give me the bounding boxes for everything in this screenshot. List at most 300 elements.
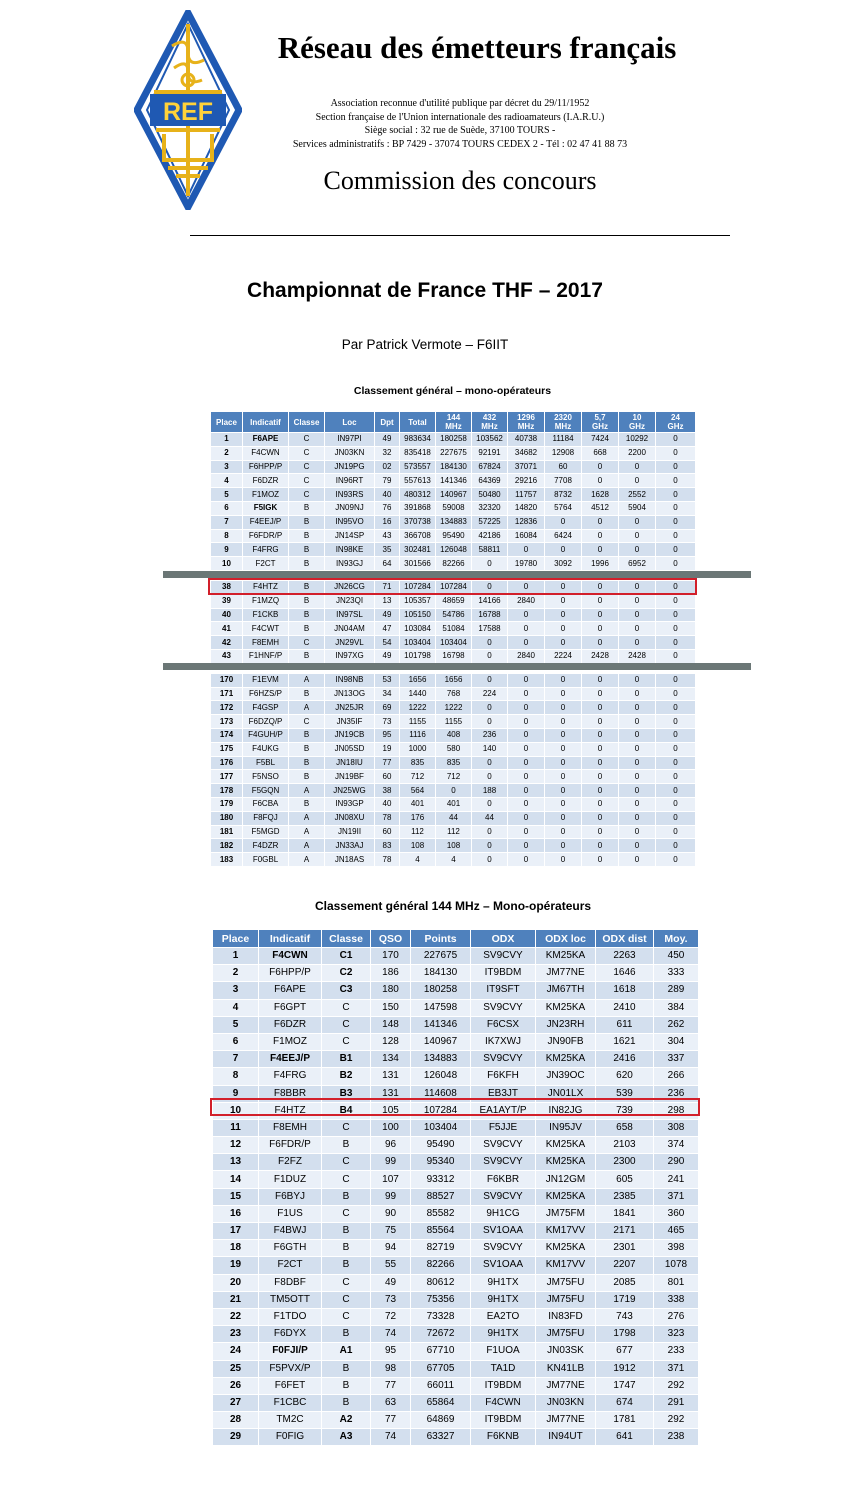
table2-cell: IT9SFT bbox=[471, 982, 536, 999]
table1-cell: 54786 bbox=[436, 608, 472, 622]
table1-cell: 184130 bbox=[436, 460, 472, 474]
table2-cell: 298 bbox=[654, 1102, 699, 1119]
table1-cell: 302481 bbox=[400, 543, 436, 557]
table1-cell: 0 bbox=[656, 839, 696, 853]
table-row bbox=[211, 687, 696, 701]
table2-cell: B bbox=[322, 1377, 371, 1394]
table1-cell: B bbox=[289, 687, 325, 701]
table1-cell: 0 bbox=[472, 715, 508, 729]
table1-cell: 79 bbox=[375, 474, 400, 488]
table1-cell: 34682 bbox=[508, 446, 545, 460]
table1-cell: 95 bbox=[375, 728, 400, 742]
table1-cell: 0 bbox=[582, 543, 619, 557]
table1-cell: JN25JR bbox=[325, 701, 375, 715]
table1-cell: 0 bbox=[619, 839, 656, 853]
table1-cell: 2840 bbox=[508, 594, 545, 608]
table1-cell: B bbox=[289, 770, 325, 784]
table1-cell: IN95VO bbox=[325, 515, 375, 529]
table2-cell: C bbox=[322, 1308, 371, 1325]
table2-cell: A2 bbox=[322, 1412, 371, 1429]
table2-cell: 236 bbox=[654, 1085, 699, 1102]
table1-cell: 0 bbox=[656, 446, 696, 460]
table1-cell: 112 bbox=[400, 825, 436, 839]
table2-cell: F4CWN bbox=[471, 1394, 536, 1411]
table1-cell: 0 bbox=[656, 715, 696, 729]
table1-cell: 34 bbox=[375, 687, 400, 701]
table2-cell: KM25KA bbox=[536, 1240, 596, 1257]
table1-cell: 1000 bbox=[400, 742, 436, 756]
table-row bbox=[211, 636, 696, 650]
table2-cell: KM25KA bbox=[536, 1154, 596, 1171]
table1-cell: F8FQJ bbox=[243, 811, 289, 825]
table-row bbox=[213, 1412, 699, 1429]
table2-cell: 9H1TX bbox=[471, 1326, 536, 1343]
table2-cell: B bbox=[322, 1326, 371, 1343]
table2-cell: JM75FU bbox=[536, 1291, 596, 1308]
table1-cell: 712 bbox=[436, 770, 472, 784]
table2-cell: F0FIG bbox=[259, 1429, 322, 1446]
table2-cell: 49 bbox=[371, 1274, 411, 1291]
table1-header: 2320 MHz bbox=[545, 412, 582, 433]
table1-cell: 0 bbox=[545, 742, 582, 756]
table2-cell: KM17VV bbox=[536, 1223, 596, 1240]
table1-cell: JN08XU bbox=[325, 811, 375, 825]
table1-cell: 0 bbox=[582, 581, 619, 594]
table1-cell: 0 bbox=[582, 742, 619, 756]
table1-cell: 183 bbox=[211, 853, 243, 867]
table2-cell: 22 bbox=[213, 1308, 259, 1325]
table2-cell: F1DUZ bbox=[259, 1171, 322, 1188]
table1-cell: 0 bbox=[656, 594, 696, 608]
table2-cell: 64869 bbox=[411, 1412, 471, 1429]
table1-cell: 29216 bbox=[508, 474, 545, 488]
table1-cell: 5904 bbox=[619, 501, 656, 515]
table2-cell: F6APE bbox=[259, 982, 322, 999]
table2-cell: 801 bbox=[654, 1274, 699, 1291]
table1-cell: F6FDR/P bbox=[243, 529, 289, 543]
table1-cell: 0 bbox=[656, 515, 696, 529]
ranking-144mhz-table bbox=[212, 929, 699, 1446]
ref-logo bbox=[134, 10, 242, 210]
table2-cell: 1719 bbox=[596, 1291, 654, 1308]
table2-cell: 2300 bbox=[596, 1154, 654, 1171]
commission-title: Commission des concours bbox=[323, 166, 597, 195]
table1-cell: 0 bbox=[472, 649, 508, 663]
table1-cell: C bbox=[289, 636, 325, 650]
table2-cell: 2416 bbox=[596, 1051, 654, 1068]
table2-cell: 55 bbox=[371, 1257, 411, 1274]
table1-cell: 0 bbox=[545, 784, 582, 798]
table1-cell: 40738 bbox=[508, 433, 545, 447]
table-row bbox=[213, 1274, 699, 1291]
table-row bbox=[213, 1360, 699, 1377]
table2-cell: F6GPT bbox=[259, 999, 322, 1016]
table2-cell: SV9CVY bbox=[471, 1051, 536, 1068]
table2-cell: 2301 bbox=[596, 1240, 654, 1257]
table2-cell: 276 bbox=[654, 1308, 699, 1325]
table2-cell: 114608 bbox=[411, 1085, 471, 1102]
table1-cell: 0 bbox=[656, 488, 696, 502]
table2-cell: F6GTH bbox=[259, 1240, 322, 1257]
table1-cell: 0 bbox=[472, 581, 508, 594]
table2-cell: B bbox=[322, 1223, 371, 1240]
table1-cell: F4FRG bbox=[243, 543, 289, 557]
table2-cell: 9 bbox=[213, 1085, 259, 1102]
table2-cell: 19 bbox=[213, 1257, 259, 1274]
table1-cell: 0 bbox=[508, 687, 545, 701]
table1-cell: B bbox=[289, 594, 325, 608]
org-info-line: Section française de l'Union internationale des radioamateurs (I.A.R.U.) bbox=[315, 111, 605, 123]
table1-cell: 4 bbox=[400, 853, 436, 867]
table1-cell: 0 bbox=[508, 797, 545, 811]
table2-cell: 180 bbox=[371, 982, 411, 999]
table1-cell: 0 bbox=[619, 756, 656, 770]
table1-cell: F6HZS/P bbox=[243, 687, 289, 701]
table2-cell: 29 bbox=[213, 1429, 259, 1446]
table1-cell: 564 bbox=[400, 784, 436, 798]
table2-cell: 2263 bbox=[596, 948, 654, 965]
table1-cell: 0 bbox=[545, 770, 582, 784]
table2-cell: 82719 bbox=[411, 1240, 471, 1257]
table2-cell: 131 bbox=[371, 1068, 411, 1085]
table1-cell: 0 bbox=[656, 784, 696, 798]
table2-cell: C bbox=[322, 1274, 371, 1291]
table2-header: QSO bbox=[371, 930, 411, 948]
table1-cell: 0 bbox=[656, 674, 696, 687]
table2-cell: 1798 bbox=[596, 1326, 654, 1343]
table1-cell: 0 bbox=[545, 839, 582, 853]
table1-cell: 4 bbox=[211, 474, 243, 488]
table1-cell: 0 bbox=[508, 756, 545, 770]
table1-cell: 0 bbox=[472, 756, 508, 770]
table1-cell: 391868 bbox=[400, 501, 436, 515]
table1-cell: 0 bbox=[619, 594, 656, 608]
table1-cell: 573557 bbox=[400, 460, 436, 474]
table2-cell: JN12GM bbox=[536, 1171, 596, 1188]
table1-cell: 14820 bbox=[508, 501, 545, 515]
table2-cell: 1747 bbox=[596, 1377, 654, 1394]
table1-cell: 0 bbox=[582, 594, 619, 608]
table1-cell: 1222 bbox=[400, 701, 436, 715]
table1-cell: A bbox=[289, 701, 325, 715]
table1-cell: 0 bbox=[508, 728, 545, 742]
org-info-line: Siège social : 32 rue de Suède, 37100 TOURS - bbox=[364, 125, 556, 136]
table-row bbox=[213, 1051, 699, 1068]
table1-cell: 40 bbox=[375, 797, 400, 811]
table-row bbox=[213, 1068, 699, 1085]
table1-cell: 0 bbox=[656, 543, 696, 557]
table1-cell: 78 bbox=[375, 853, 400, 867]
table2-cell: 238 bbox=[654, 1429, 699, 1446]
table1-cell: 02 bbox=[375, 460, 400, 474]
table1-cell: 236 bbox=[472, 728, 508, 742]
table2-cell: 674 bbox=[596, 1394, 654, 1411]
table2-cell: 63327 bbox=[411, 1429, 471, 1446]
table1-cell: 835 bbox=[400, 756, 436, 770]
table1-cell: 64369 bbox=[472, 474, 508, 488]
table2-cell: 180258 bbox=[411, 982, 471, 999]
table2-cell: 73 bbox=[371, 1291, 411, 1308]
table2-cell: 74 bbox=[371, 1326, 411, 1343]
table-row bbox=[211, 797, 696, 811]
table1-cell: IN98NB bbox=[325, 674, 375, 687]
table-row bbox=[211, 501, 696, 515]
table2-cell: 131 bbox=[371, 1085, 411, 1102]
table2-cell: 611 bbox=[596, 1016, 654, 1033]
table1-cell: C bbox=[289, 460, 325, 474]
table1-cell: 0 bbox=[582, 784, 619, 798]
table2-cell: F6KBR bbox=[471, 1171, 536, 1188]
table2-cell: 6 bbox=[213, 1033, 259, 1050]
table1-cell: C bbox=[289, 433, 325, 447]
table1-cell: 51084 bbox=[436, 622, 472, 636]
table1-cell: 0 bbox=[508, 543, 545, 557]
table2-header: ODX bbox=[471, 930, 536, 948]
table1-cell: 0 bbox=[472, 636, 508, 650]
table1-cell: 0 bbox=[545, 701, 582, 715]
table1-cell: 6 bbox=[211, 501, 243, 515]
table1-cell: F6APE bbox=[243, 433, 289, 447]
table1-cell: IN93GP bbox=[325, 797, 375, 811]
table1-cell: 0 bbox=[656, 501, 696, 515]
table1-cell: 19780 bbox=[508, 557, 545, 571]
table1-cell: B bbox=[289, 515, 325, 529]
table2-cell: F2FZ bbox=[259, 1154, 322, 1171]
table1-cell: 0 bbox=[619, 742, 656, 756]
table1-cell: 0 bbox=[582, 770, 619, 784]
table2-cell: 398 bbox=[654, 1240, 699, 1257]
table1-cell: B bbox=[289, 608, 325, 622]
table2-cell: 134883 bbox=[411, 1051, 471, 1068]
table1-cell: F2CT bbox=[243, 557, 289, 571]
table2-cell: 77 bbox=[371, 1377, 411, 1394]
table2-cell: F4HTZ bbox=[259, 1102, 322, 1119]
table2-cell: F1MOZ bbox=[259, 1033, 322, 1050]
table2-cell: B bbox=[322, 1360, 371, 1377]
table1-cell: 0 bbox=[472, 797, 508, 811]
table-row bbox=[211, 594, 696, 608]
table1-cell: 0 bbox=[582, 756, 619, 770]
table-row bbox=[211, 649, 696, 663]
table1-cell: F5IGK bbox=[243, 501, 289, 515]
table1-cell: 6424 bbox=[545, 529, 582, 543]
table1-cell: 2224 bbox=[545, 649, 582, 663]
table2-cell: 99 bbox=[371, 1188, 411, 1205]
table1-header: Loc bbox=[325, 412, 375, 433]
table1-cell: 7 bbox=[211, 515, 243, 529]
table1-cell: 50480 bbox=[472, 488, 508, 502]
table1-cell: 10292 bbox=[619, 433, 656, 447]
table1-cell: 178 bbox=[211, 784, 243, 798]
table1-cell: 0 bbox=[656, 636, 696, 650]
table1-cell: F6DZR bbox=[243, 474, 289, 488]
table2-cell: 371 bbox=[654, 1188, 699, 1205]
table2-cell: EA1AYT/P bbox=[471, 1102, 536, 1119]
table2-cell: F6FET bbox=[259, 1377, 322, 1394]
highlight-f4htz-144mhz bbox=[210, 1098, 700, 1116]
table2-cell: 241 bbox=[654, 1171, 699, 1188]
table2-cell: 65864 bbox=[411, 1394, 471, 1411]
table1-cell: 176 bbox=[400, 811, 436, 825]
table1-header: Total bbox=[400, 412, 436, 433]
table2-cell: 5 bbox=[213, 1016, 259, 1033]
table1-cell: 11757 bbox=[508, 488, 545, 502]
table1-cell: 2552 bbox=[619, 488, 656, 502]
table1-header: Place bbox=[211, 412, 243, 433]
table2-header: Place bbox=[213, 930, 259, 948]
table1-cell: A bbox=[289, 784, 325, 798]
table1-cell: 0 bbox=[656, 529, 696, 543]
table1-cell: A bbox=[289, 811, 325, 825]
table1-header: 1296 MHz bbox=[508, 412, 545, 433]
table2-cell: 605 bbox=[596, 1171, 654, 1188]
table2-cell: IT9BDM bbox=[471, 1377, 536, 1394]
table-row bbox=[213, 1291, 699, 1308]
table1-cell: 3092 bbox=[545, 557, 582, 571]
table1-cell: F4GUH/P bbox=[243, 728, 289, 742]
table1-cell: 1 bbox=[211, 433, 243, 447]
table2-cell: 2410 bbox=[596, 999, 654, 1016]
table1-cell: 38 bbox=[375, 784, 400, 798]
table1-cell: 0 bbox=[656, 474, 696, 488]
table2-cell: F1CBC bbox=[259, 1394, 322, 1411]
table2-cell: 28 bbox=[213, 1412, 259, 1429]
table2-cell: F6DYX bbox=[259, 1326, 322, 1343]
org-info-line: Services administratifs : BP 7429 - 37074 TOURS CEDEX 2 - Tél : 02 47 41 88 73 bbox=[292, 138, 628, 150]
table2-cell: F2CT bbox=[259, 1257, 322, 1274]
table2-cell: 1912 bbox=[596, 1360, 654, 1377]
table1-cell: 175 bbox=[211, 742, 243, 756]
table2-cell: IN83FD bbox=[536, 1308, 596, 1325]
table1-cell: 0 bbox=[619, 581, 656, 594]
table2-cell: 9H1TX bbox=[471, 1274, 536, 1291]
table1-cell: 712 bbox=[400, 770, 436, 784]
table1-cell: 0 bbox=[508, 825, 545, 839]
table2-cell: 290 bbox=[654, 1154, 699, 1171]
table2-cell: 20 bbox=[213, 1274, 259, 1291]
table2-cell: 11 bbox=[213, 1119, 259, 1136]
table-row bbox=[213, 1033, 699, 1050]
table2-cell: 63 bbox=[371, 1394, 411, 1411]
table1-cell: 0 bbox=[656, 756, 696, 770]
table2-cell: 8 bbox=[213, 1068, 259, 1085]
table2-cell: B bbox=[322, 1137, 371, 1154]
table2-cell: F6DZR bbox=[259, 1016, 322, 1033]
table2-cell: F4BWJ bbox=[259, 1223, 322, 1240]
table1-cell: 11184 bbox=[545, 433, 582, 447]
table1-cell: JN19BF bbox=[325, 770, 375, 784]
table1-cell: JN35IF bbox=[325, 715, 375, 729]
table1-cell: 0 bbox=[472, 825, 508, 839]
table1-cell: JN19CB bbox=[325, 728, 375, 742]
table1-cell: 126048 bbox=[436, 543, 472, 557]
table1-cell: 14166 bbox=[472, 594, 508, 608]
table2-cell: 289 bbox=[654, 982, 699, 999]
table1-cell: 0 bbox=[582, 728, 619, 742]
table2-cell: JM77NE bbox=[536, 965, 596, 982]
table2-cell: JM77NE bbox=[536, 1412, 596, 1429]
table1-cell: 1116 bbox=[400, 728, 436, 742]
table1-cell: 0 bbox=[656, 649, 696, 663]
table-row bbox=[211, 742, 696, 756]
table1-cell: B bbox=[289, 501, 325, 515]
table1-cell: B bbox=[289, 649, 325, 663]
table1-cell: 0 bbox=[508, 811, 545, 825]
table1-cell: JN23QI bbox=[325, 594, 375, 608]
table1-cell: JN19PG bbox=[325, 460, 375, 474]
table2-cell: EB3JT bbox=[471, 1085, 536, 1102]
table2-cell: JM75FM bbox=[536, 1205, 596, 1222]
table1-cell: 0 bbox=[619, 701, 656, 715]
table1-cell: 0 bbox=[508, 839, 545, 853]
table1-cell: 835 bbox=[436, 756, 472, 770]
table2-cell: 72672 bbox=[411, 1326, 471, 1343]
table1-cell: F5GQN bbox=[243, 784, 289, 798]
table2-cell: B2 bbox=[322, 1068, 371, 1085]
table2-cell: 126048 bbox=[411, 1068, 471, 1085]
table2-cell: JN01LX bbox=[536, 1085, 596, 1102]
table1-cell: 16788 bbox=[472, 608, 508, 622]
table1-cell: JN19II bbox=[325, 825, 375, 839]
table1-cell: 1996 bbox=[582, 557, 619, 571]
table1-cell: JN05SD bbox=[325, 742, 375, 756]
table1-cell: 134883 bbox=[436, 515, 472, 529]
table-row bbox=[211, 622, 696, 636]
table2-cell: F6FDR/P bbox=[259, 1137, 322, 1154]
table1-cell: JN18AS bbox=[325, 853, 375, 867]
table1-header: 144 MHz bbox=[436, 412, 472, 433]
table1-cell: 0 bbox=[619, 687, 656, 701]
table1-cell: 172 bbox=[211, 701, 243, 715]
table2-cell: 14 bbox=[213, 1171, 259, 1188]
table2-cell: 266 bbox=[654, 1068, 699, 1085]
table1-cell: 366708 bbox=[400, 529, 436, 543]
table1-cell: 0 bbox=[545, 853, 582, 867]
table1-cell: 0 bbox=[472, 839, 508, 853]
table1-cell: 103404 bbox=[436, 636, 472, 650]
table1-cell: C bbox=[289, 715, 325, 729]
table1-cell: 1440 bbox=[400, 687, 436, 701]
table1-cell: 174 bbox=[211, 728, 243, 742]
table1-cell: F6HPP/P bbox=[243, 460, 289, 474]
table1-cell: 0 bbox=[656, 608, 696, 622]
table1-cell: 8 bbox=[211, 529, 243, 543]
table2-cell: F8BBR bbox=[259, 1085, 322, 1102]
table1-cell: 2840 bbox=[508, 649, 545, 663]
table2-cell: 67710 bbox=[411, 1343, 471, 1360]
table2-cell: 184130 bbox=[411, 965, 471, 982]
table2-cell: IT9BDM bbox=[471, 965, 536, 982]
table1-cell: 58811 bbox=[472, 543, 508, 557]
table-row bbox=[211, 825, 696, 839]
table1-cell: 0 bbox=[545, 756, 582, 770]
table1-cell: 2 bbox=[211, 446, 243, 460]
table2-cell: KM17VV bbox=[536, 1257, 596, 1274]
table2-cell: IT9BDM bbox=[471, 1412, 536, 1429]
table1-cell: 0 bbox=[545, 636, 582, 650]
table-row bbox=[211, 839, 696, 853]
table1-cell: 0 bbox=[619, 715, 656, 729]
table1-cell: 12908 bbox=[545, 446, 582, 460]
table2-cell: TM2C bbox=[259, 1412, 322, 1429]
table1-cell: 108 bbox=[400, 839, 436, 853]
table2-cell: 107 bbox=[371, 1171, 411, 1188]
table1-cell: 557613 bbox=[400, 474, 436, 488]
table1-cell: F8EMH bbox=[243, 636, 289, 650]
table1-cell: 0 bbox=[508, 581, 545, 594]
table1-cell: 0 bbox=[656, 811, 696, 825]
table1-cell: 301566 bbox=[400, 557, 436, 571]
